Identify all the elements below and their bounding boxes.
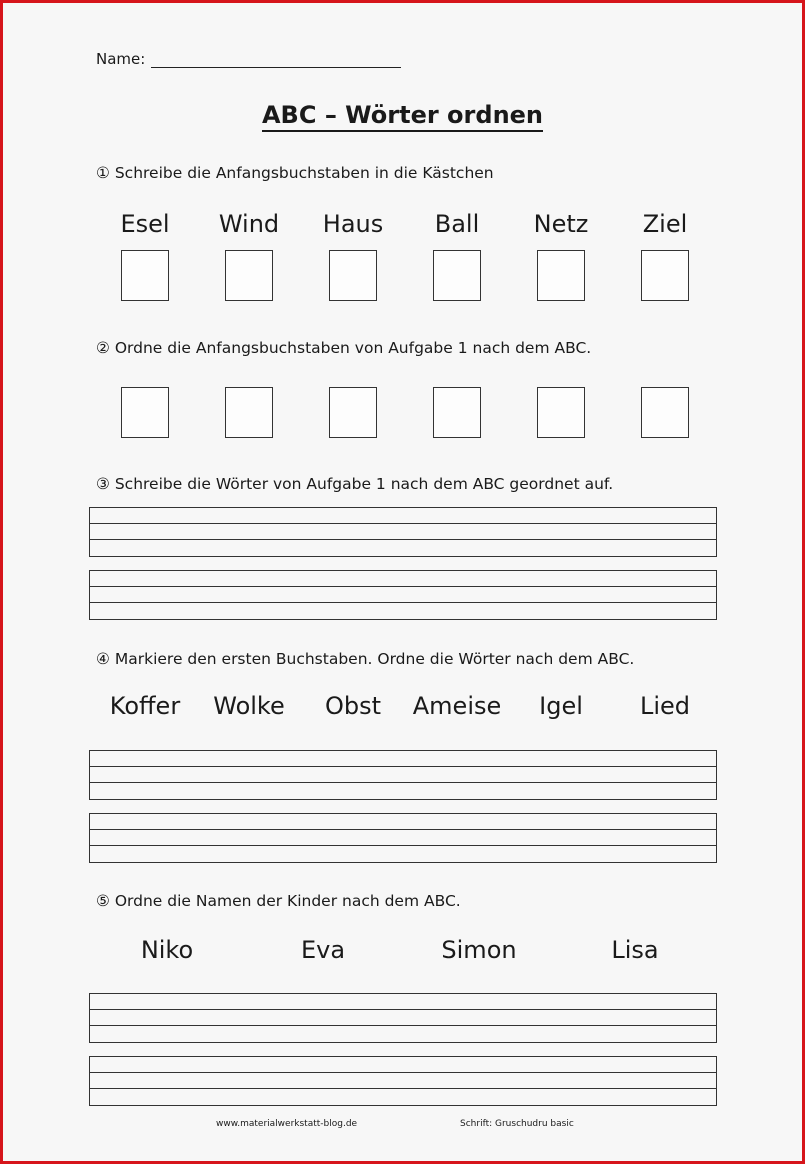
task-1-letter-box[interactable] — [225, 250, 273, 301]
task-5-name: Simon — [441, 936, 517, 964]
task-4-word[interactable]: Koffer — [109, 692, 181, 720]
task-2-text: Ordne die Anfangsbuchstaben von Aufgabe 1 nach dem ABC. — [114, 339, 592, 357]
task-5-name: Lisa — [611, 936, 659, 964]
footer-font-credit: Schrift: Gruschudru basic — [460, 1119, 574, 1129]
task-4-writing-lines[interactable] — [89, 750, 717, 800]
task-3-instruction — [96, 475, 613, 493]
task-4-writing-lines[interactable] — [89, 813, 717, 863]
name-label: Name: — [96, 50, 146, 68]
task-4-word[interactable]: Wolke — [213, 692, 285, 720]
task-2-letter-box[interactable] — [537, 387, 585, 438]
task-1-word: Ziel — [642, 210, 688, 238]
task-4-text: Markiere den ersten Buchstaben. Ordne die Wörter nach dem ABC. — [114, 650, 635, 668]
task-5-name: Niko — [140, 936, 194, 964]
task-4-instruction — [96, 650, 634, 668]
task-5-writing-lines[interactable] — [89, 993, 717, 1043]
task-1-number: ① — [96, 164, 110, 182]
task-4-word[interactable]: Ameise — [412, 692, 502, 720]
task-1-word: Wind — [218, 210, 280, 238]
page-title: ABC – Wörter ordnen — [0, 101, 805, 129]
task-1-instruction — [96, 164, 494, 182]
task-2-letter-box[interactable] — [641, 387, 689, 438]
name-write-line[interactable] — [151, 53, 401, 68]
task-5-text: Ordne die Namen der Kinder nach dem ABC. — [114, 892, 461, 910]
task-1-word: Esel — [120, 210, 170, 238]
task-3-text: Schreibe die Wörter von Aufgabe 1 nach dem ABC geordnet auf. — [114, 475, 614, 493]
task-5-name: Eva — [300, 936, 346, 964]
task-1-word: Netz — [533, 210, 589, 238]
task-2-number: ② — [96, 339, 110, 357]
task-3-writing-lines[interactable] — [89, 507, 717, 557]
task-2-letter-box[interactable] — [433, 387, 481, 438]
task-1-word: Ball — [434, 210, 480, 238]
task-2-letter-box[interactable] — [121, 387, 169, 438]
task-5-writing-lines[interactable] — [89, 1056, 717, 1106]
task-1-letter-box[interactable] — [641, 250, 689, 301]
footer-website: www.materialwerkstatt-blog.de — [216, 1119, 358, 1129]
task-1-word: Haus — [322, 210, 384, 238]
task-4-word[interactable]: Igel — [539, 692, 583, 720]
task-1-letter-box[interactable] — [121, 250, 169, 301]
task-3-writing-lines[interactable] — [89, 570, 717, 620]
task-5-instruction — [96, 892, 461, 910]
task-4-word[interactable]: Lied — [639, 692, 691, 720]
task-1-letter-box[interactable] — [537, 250, 585, 301]
task-4-number: ④ — [96, 650, 110, 668]
task-1-letter-box[interactable] — [329, 250, 377, 301]
task-4-word[interactable]: Obst — [324, 692, 382, 720]
name-row — [96, 50, 401, 68]
task-1-text: Schreibe die Anfangsbuchstaben in die Kästchen — [114, 164, 494, 182]
task-2-letter-box[interactable] — [225, 387, 273, 438]
task-1-letter-box[interactable] — [433, 250, 481, 301]
task-2-instruction — [96, 339, 591, 357]
task-2-letter-box[interactable] — [329, 387, 377, 438]
task-5-number: ⑤ — [96, 892, 110, 910]
task-3-number: ③ — [96, 475, 110, 493]
